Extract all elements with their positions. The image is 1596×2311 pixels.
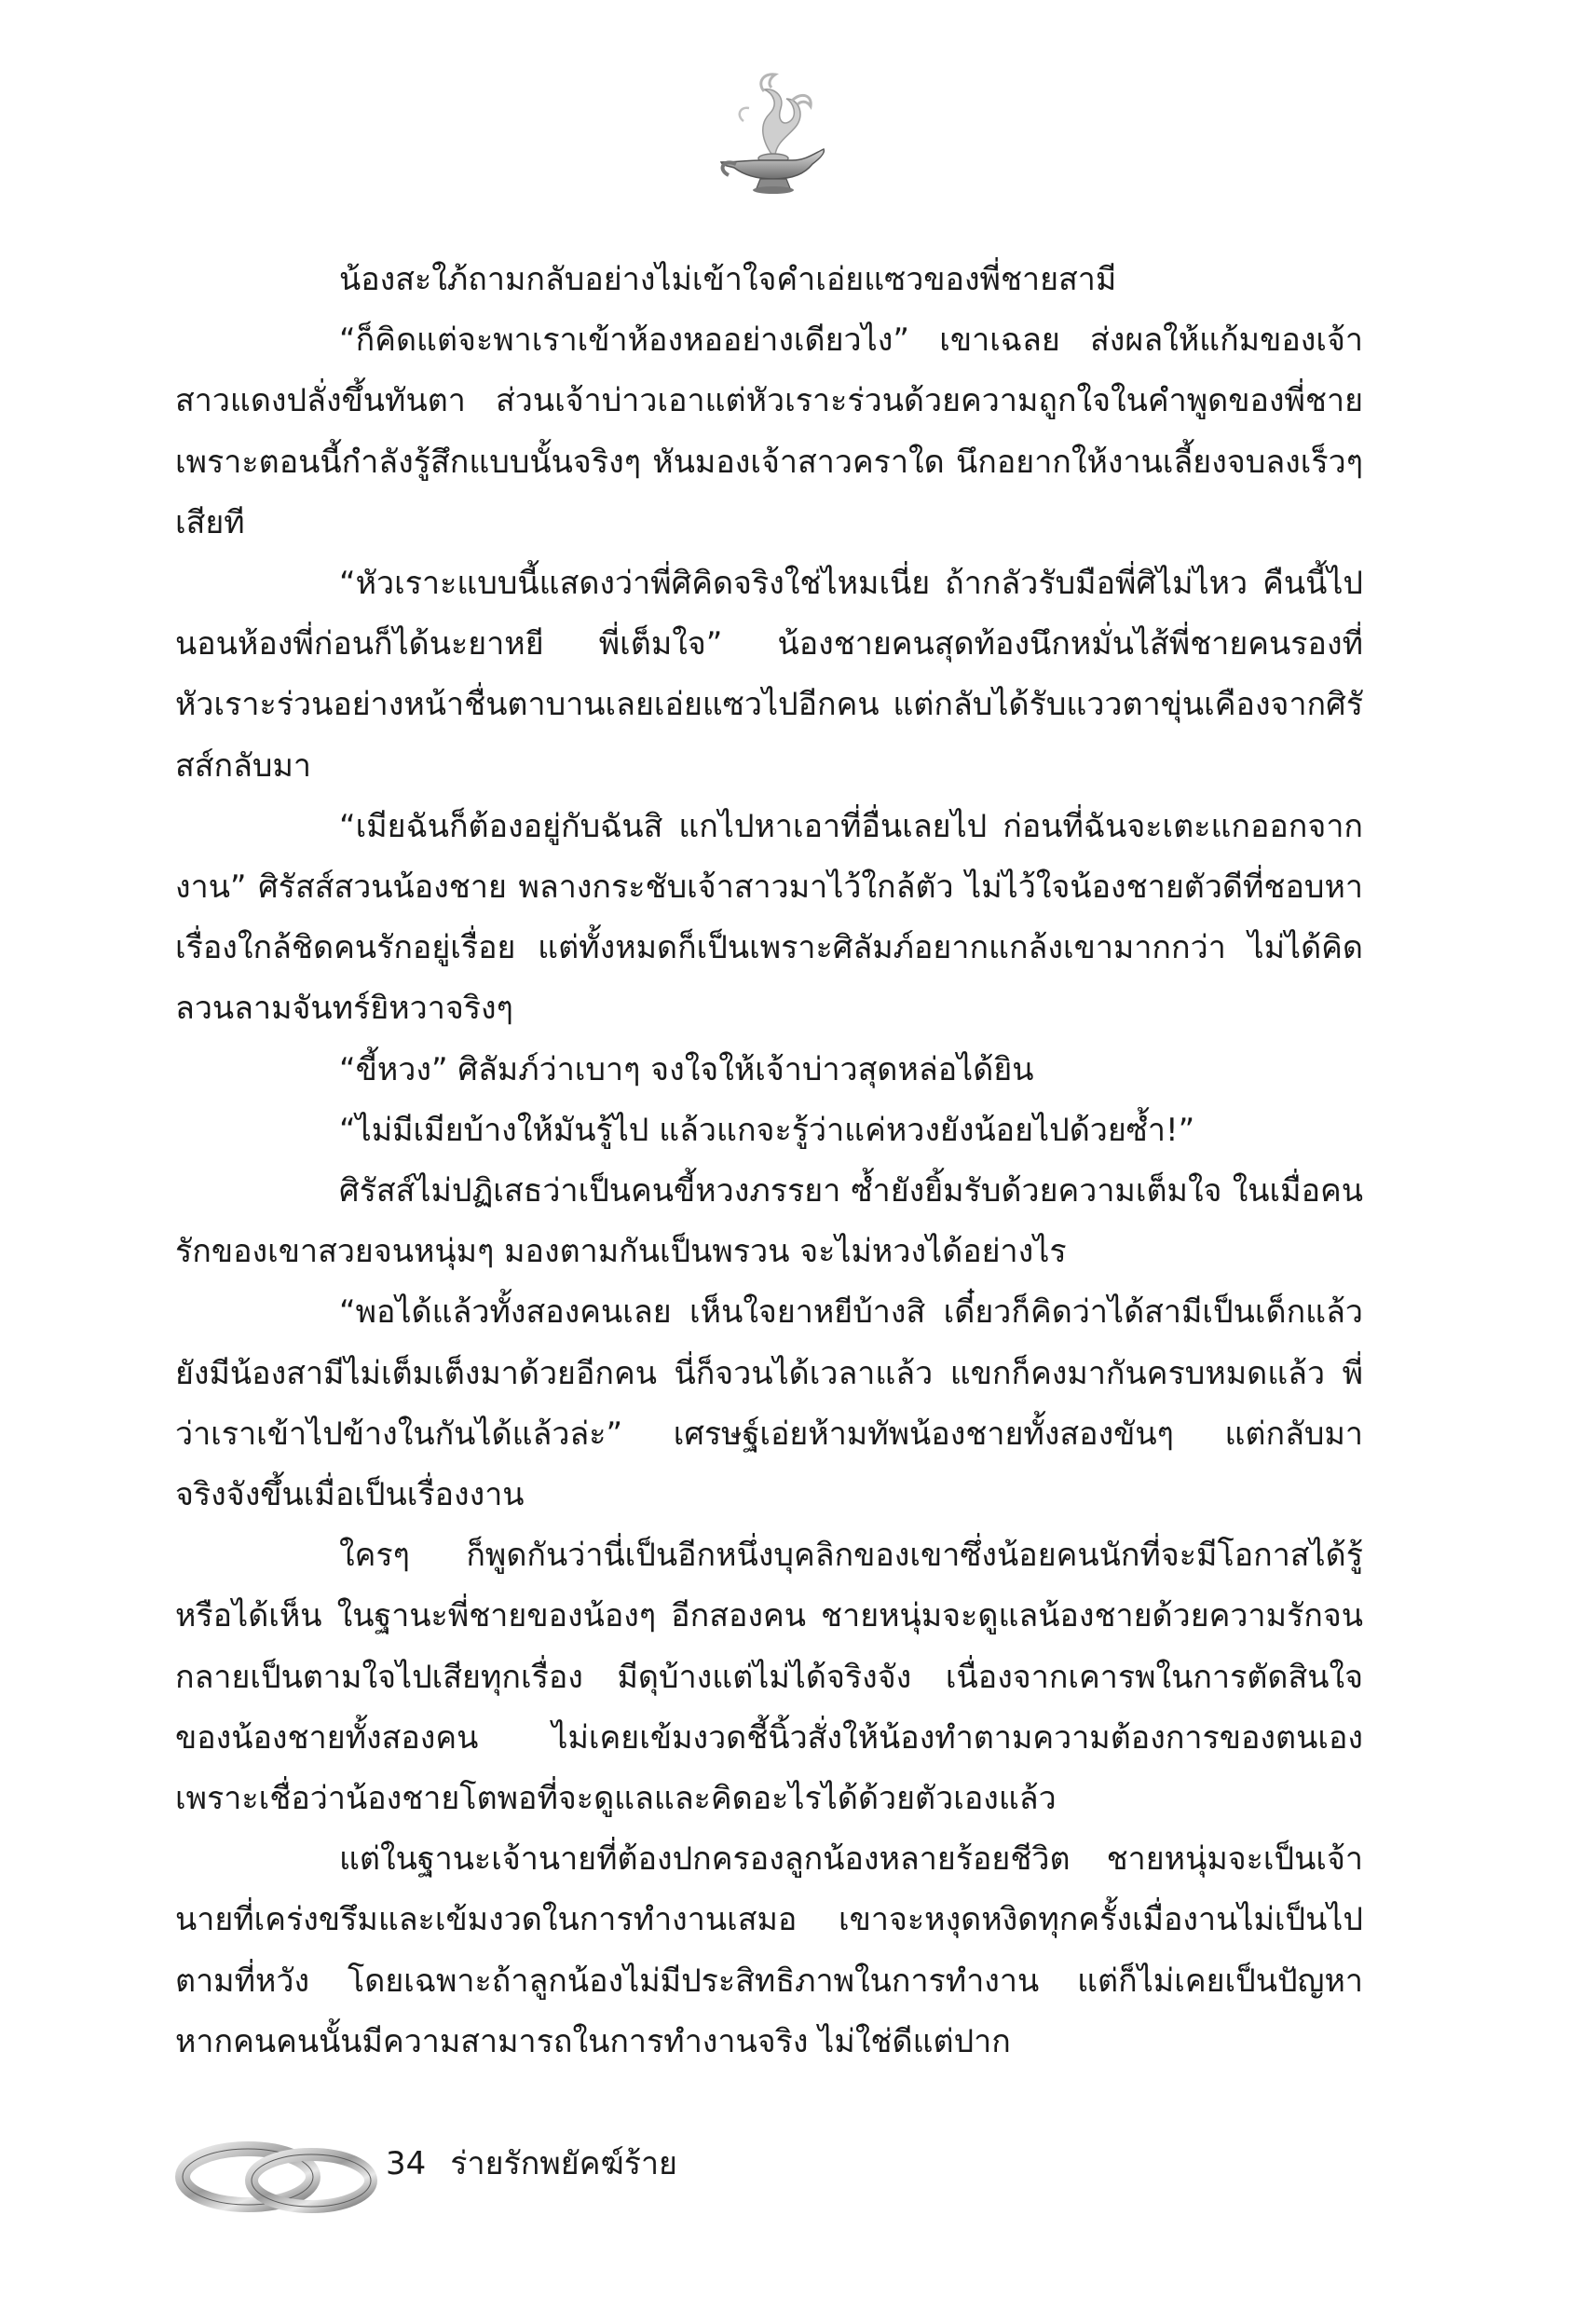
book-title: ร่ายรักพยัคฆ์ร้าย: [450, 2145, 677, 2182]
paragraph: “ไม่มีเมียบ้างให้มันรู้ไป แล้วแกจะรู้ว่าแค่หวงยังน้อยไปด้วยซ้ำ!”: [339, 1111, 1195, 1149]
body-text: [175, 250, 1363, 2072]
paragraph: “ก็คิดแต่จะพาเราเข้าห้องหออย่างเดียวไง” เขาเฉลย ส่งผลให้แก้มของเจ้าสาวแดงปลั่งขึ้นทันตา ส่วนเจ้าบ่าวเอาแต่หัวเราะร่วนด้วยความถูกใจในคำพูดของพี่ชาย เพราะตอนนี้กำลังรู้สึกแบบนั้นจริงๆ หันมองเจ้าสาวคราใด นึกอยากให้งานเลี้ยงจบลงเร็วๆ เสียที: [175, 321, 1363, 541]
paragraph: “พอได้แล้วทั้งสองคนเลย เห็นใจยาหยีบ้างสิ เดี๋ยวก็คิดว่าได้สามีเป็นเด็กแล้วยังมีน้องสามีไม่เต็มเต็งมาด้วยอีกคน นี่ก็จวนได้เวลาแล้ว แขกก็คงมากันครบหมดแล้ว พี่ว่าเราเข้าไปข้างในกันได้แล้วล่ะ” เศรษฐ์เอ่ยห้ามทัพน้องชายทั้งสองขันๆ แต่กลับมาจริงจังขึ้นเมื่อเป็นเรื่องงาน: [175, 1293, 1363, 1514]
paragraph: “เมียฉันก็ต้องอยู่กับฉันสิ แกไปหาเอาที่อื่นเลยไป ก่อนที่ฉันจะเตะแกออกจากงาน” ศิรัสส์สวนน้องชาย พลางกระชับเจ้าสาวมาไว้ใกล้ตัว ไม่ไว้ใจน้องชายตัวดีที่ชอบหาเรื่องใกล้ชิดคนรักอยู่เรื่อย แต่ทั้งหมดก็เป็นเพราะศิลัมภ์อยากแกล้งเขามากกว่า ไม่ได้คิดลวนลามจันทร์ยิหวาจริงๆ: [175, 807, 1363, 1028]
paragraph: “หัวเราะแบบนี้แสดงว่าพี่ศิคิดจริงใช่ไหมเนี่ย ถ้ากลัวรับมือพี่ศิไม่ไหว คืนนี้ไปนอนห้องพี่ก่อนก็ได้นะยาหยี พี่เต็มใจ” น้องชายคนสุดท้องนึกหมั่นไส้พี่ชายคนรองที่หัวเราะร่วนอย่างหน้าชื่นตาบานเลยเอ่ยแซวไปอีกคน แต่กลับได้รับแววตาขุ่นเคืองจากศิรัสส์กลับมา: [175, 565, 1363, 785]
wedding-rings-icon: [175, 2125, 380, 2218]
footer-text: [386, 2141, 677, 2186]
paragraph: น้องสะใภ้ถามกลับอย่างไม่เข้าใจคำเอ่ยแซวของพี่ชายสามี: [339, 261, 1117, 298]
paragraph: ใครๆ ก็พูดกันว่านี่เป็นอีกหนึ่งบุคลิกของเขาซึ่งน้อยคนนักที่จะมีโอกาสได้รู้หรือได้เห็น ในฐานะพี่ชายของน้องๆ อีกสองคน ชายหนุ่มจะดูแลน้องชายด้วยความรักจนกลายเป็นตามใจไปเสียทุกเรื่อง มีดุบ้างแต่ไม่ได้จริงจัง เนื่องจากเคารพในการตัดสินใจของน้องชายทั้งสองคน ไม่เคยเข้มงวดชี้นิ้วสั่งให้น้องทำตามความต้องการของตนเอง เพราะเชื่อว่าน้องชายโตพอที่จะดูแลและคิดอะไรได้ด้วยตัวเองแล้ว: [175, 1537, 1363, 1818]
paragraph: แต่ในฐานะเจ้านายที่ต้องปกครองลูกน้องหลายร้อยชีวิต ชายหนุ่มจะเป็นเจ้านายที่เคร่งขรึมและเข้มงวดในการทำงานเสมอ เขาจะหงุดหงิดทุกครั้งเมื่องานไม่เป็นไปตามที่หวัง โดยเฉพาะถ้าลูกน้องไม่มีประสิทธิภาพในการทำงาน แต่ก็ไม่เคยเป็นปัญหาหากคนคนนั้นมีความสามารถในการทำงานจริง ไม่ใช่ดีแต่ปาก: [175, 1840, 1363, 2060]
paragraph: ศิรัสส์ไม่ปฏิเสธว่าเป็นคนขี้หวงภรรยา ซ้ำยังยิ้มรับด้วยความเต็มใจ ในเมื่อคนรักของเขาสวยจนหนุ่มๆ มองตามกันเป็นพรวน จะไม่หวงได้อย่างไร: [175, 1172, 1363, 1271]
page-number: 34: [386, 2145, 427, 2182]
genie-lamp-ornament-icon: [708, 65, 839, 205]
page-footer: [175, 2125, 921, 2218]
paragraph: “ขี้หวง” ศิลัมภ์ว่าเบาๆ จงใจให้เจ้าบ่าวสุดหล่อได้ยิน: [339, 1050, 1034, 1088]
